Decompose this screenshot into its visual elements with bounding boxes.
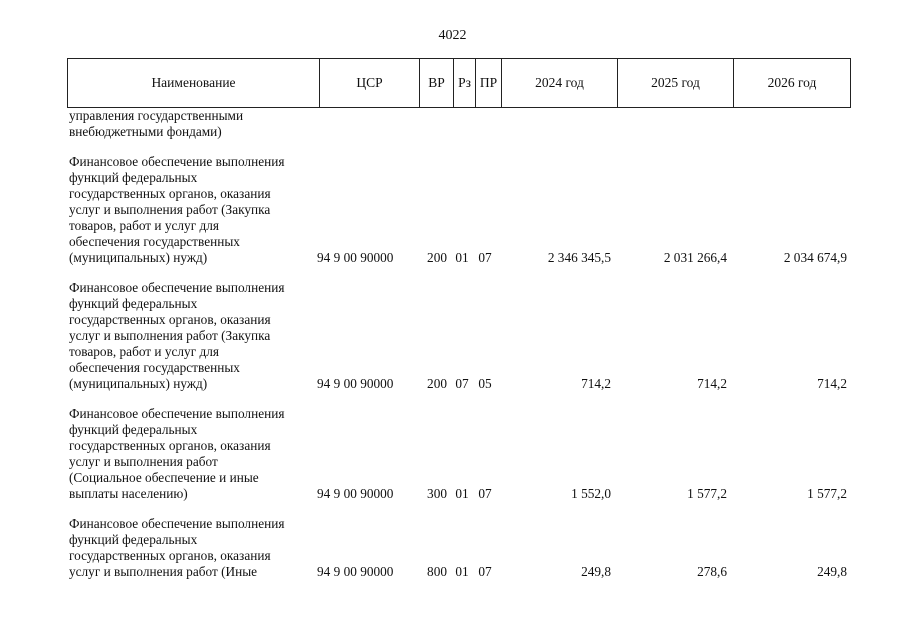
cell-rz: 07 <box>455 376 469 391</box>
row-name-line: товаров, работ и услуг для <box>69 344 220 359</box>
row-name-line: Финансовое обеспечение выполнения <box>69 516 285 531</box>
table-body <box>67 108 849 580</box>
row-name-line: товаров, работ и услуг для <box>69 218 220 233</box>
cell-v2026: 2 034 674,9 <box>783 250 847 265</box>
cell-v2025: 714,2 <box>697 376 727 391</box>
row-name-line: (муниципальных) нужд) <box>69 376 208 391</box>
row-name-line: государственных органов, оказания <box>69 548 271 563</box>
cell-csr: 94 9 00 90000 <box>317 250 394 265</box>
cell-pr: 07 <box>478 486 492 501</box>
row-name-line: обеспечения государственных <box>69 360 240 375</box>
row-name <box>67 108 315 140</box>
row-name-line: услуг и выполнения работ (Закупка <box>69 328 271 343</box>
row-name-line: функций федеральных <box>69 170 198 185</box>
cell-v2024: 249,8 <box>581 564 611 579</box>
row-name-line: Финансовое обеспечение выполнения <box>69 154 285 169</box>
cell-pr: 05 <box>478 376 492 391</box>
cell-v2025: 1 577,2 <box>687 486 727 501</box>
row-name-line: выплаты населению) <box>69 486 188 501</box>
cell-pr: 07 <box>478 564 492 579</box>
row-name <box>67 280 315 392</box>
header-csr: ЦСР <box>319 59 419 107</box>
row-name-line: услуг и выполнения работ <box>69 454 218 469</box>
cell-v2026: 714,2 <box>817 376 847 391</box>
row-name-line: функций федеральных <box>69 532 198 547</box>
row-name <box>67 406 315 502</box>
header-2024: 2024 год <box>501 59 617 107</box>
header-2025: 2025 год <box>617 59 733 107</box>
row-name-line: функций федеральных <box>69 422 198 437</box>
row-gap <box>67 140 849 154</box>
row-name-line: услуг и выполнения работ (Иные <box>69 564 258 579</box>
header-2026: 2026 год <box>733 59 850 107</box>
cell-v2024: 714,2 <box>581 376 611 391</box>
cell-vr: 300 <box>427 486 447 501</box>
cell-v2026: 249,8 <box>817 564 847 579</box>
cell-rz: 01 <box>455 564 469 579</box>
row-gap <box>67 502 849 516</box>
row-name-line: (Социальное обеспечение и иные <box>69 470 259 485</box>
cell-csr: 94 9 00 90000 <box>317 376 394 391</box>
cell-csr: 94 9 00 90000 <box>317 486 394 501</box>
cell-vr: 800 <box>427 564 447 579</box>
cell-rz: 01 <box>455 250 469 265</box>
cell-rz: 01 <box>455 486 469 501</box>
table-row <box>67 406 849 502</box>
table-row <box>67 154 849 266</box>
row-name-line: управления государственными <box>69 108 244 123</box>
header-rz: Рз <box>453 59 475 107</box>
cell-v2025: 2 031 266,4 <box>663 250 727 265</box>
row-name-line: функций федеральных <box>69 296 198 311</box>
row-name-line: внебюджетными фондами) <box>69 124 222 139</box>
row-name-line: услуг и выполнения работ (Закупка <box>69 202 271 217</box>
row-gap <box>67 266 849 280</box>
cell-vr: 200 <box>427 376 447 391</box>
cell-pr: 07 <box>478 250 492 265</box>
header-vr: ВР <box>419 59 453 107</box>
row-name-line: государственных органов, оказания <box>69 186 271 201</box>
table-row <box>67 280 849 392</box>
row-gap <box>67 392 849 406</box>
table-row <box>67 516 849 580</box>
header-name: Наименование <box>151 75 236 90</box>
cell-v2025: 278,6 <box>697 564 727 579</box>
page-number: 4022 <box>438 28 467 43</box>
row-name-line: Финансовое обеспечение выполнения <box>69 280 285 295</box>
row-name <box>67 516 315 580</box>
cell-csr: 94 9 00 90000 <box>317 564 394 579</box>
table-row <box>67 108 849 140</box>
cell-vr: 200 <box>427 250 447 265</box>
cell-v2024: 2 346 345,5 <box>547 250 611 265</box>
row-name-line: Финансовое обеспечение выполнения <box>69 406 285 421</box>
row-name-line: обеспечения государственных <box>69 234 240 249</box>
cell-v2026: 1 577,2 <box>807 486 847 501</box>
table-header <box>67 58 851 108</box>
header-pr: ПР <box>475 59 501 107</box>
row-name <box>67 154 315 266</box>
row-name-line: (муниципальных) нужд) <box>69 250 208 265</box>
row-name-line: государственных органов, оказания <box>69 312 271 327</box>
cell-v2024: 1 552,0 <box>571 486 611 501</box>
row-name-line: государственных органов, оказания <box>69 438 271 453</box>
